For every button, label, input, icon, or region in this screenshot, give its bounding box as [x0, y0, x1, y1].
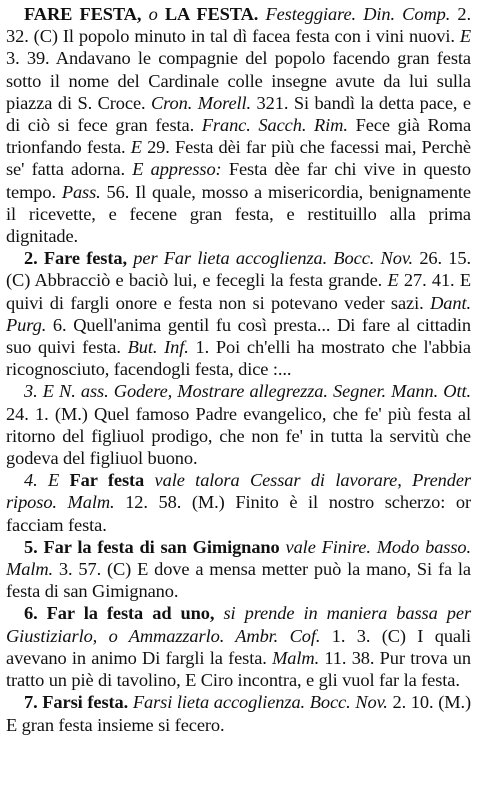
sense-phrase: Far festa [69, 470, 145, 491]
entry-s4 [6, 469, 471, 536]
quotation-text: 321. Si bandì la detta pace, e di ciò si fece gran festa. [6, 92, 471, 136]
quotation-text: 11. 38. Pur trova un tratto un piè di tavolino, E Ciro incontra, e gli vuol far la festa. [6, 647, 471, 691]
headword-connector: o [141, 4, 165, 24]
citation-source: si prende in maniera bassa per Giustiziarlo, o Ammazzarlo. Ambr. Cof. [6, 603, 471, 646]
entry-s2 [6, 247, 471, 380]
quotation-text: 2. 32. (C) Il popolo minuto in tal dì facea festa con i vini nuovi. [6, 4, 472, 47]
quotation-text: 6. Quell'anima gentil fu così presta... Di fare al cittadin suo quivi festa. [6, 314, 471, 358]
entry-s3 [6, 380, 471, 469]
gloss: Festeggiare. Din. Comp. [258, 4, 451, 24]
quotation-text: Fece già Roma trionfando festa. [6, 115, 472, 158]
sense-phrase: 7. Farsi festa. [24, 692, 129, 713]
entry-s7 [6, 691, 471, 735]
citation-source: vale Finire. Modo basso. Malm. [6, 536, 471, 580]
citation-source: E [459, 26, 471, 47]
citation-source: per Far lieta accoglienza. Bocc. Nov. [126, 248, 414, 269]
citation-source: vale talora Cessar di lavorare, Prender riposo. Malm. [6, 470, 471, 513]
citation-source: Malm. [272, 647, 320, 668]
quotation-text: 2. 10. (M.) E gran festa insieme si fecero. [6, 692, 471, 735]
citation-source: Pass. [61, 181, 101, 202]
entry-s5 [6, 536, 471, 603]
quotation-text: 56. Il quale, mosso a misericordia, benignamente il ricevette, e fecene gran festa, e restituillo alla prima dignitade. [6, 181, 471, 247]
quotation-text: 12. 58. (M.) Finito è il nostro scherzo: or facciam festa. [6, 492, 471, 535]
citation-source: E [130, 137, 142, 158]
sense-phrase: 5. Far la festa [24, 536, 134, 557]
citation-source: Cron. Morell. [151, 92, 252, 113]
quotation-text: 1. Poi ch'elli ha mostrato che l'abbia ricognosciuto, facendogli festa, dice :... [6, 337, 471, 380]
sense-phrase: di san Gimignano [133, 536, 280, 557]
quotation-text: 1. 3. (C) I quali avevano in animo Di fargli la festa. [6, 625, 472, 668]
quotation-text: Festa dèe far chi vive in questo tempo. [6, 159, 471, 202]
citation-source: 3. E N. ass. Godere, Mostrare allegrezza. Segner. Mann. Ott. [24, 381, 471, 402]
citation-source: But. Inf. [127, 337, 189, 358]
entry-s6 [6, 602, 471, 691]
quotation-text: 3. 57. (C) E dove a mensa metter può la mano, Si fa la festa di san Gimignano. [6, 559, 471, 602]
quotation-text: 26. 15. (C) Abbracciò e baciò lui, e fecegli la festa grande. [6, 248, 471, 291]
citation-source: Farsi lieta accoglienza. Bocc. Nov. [128, 692, 388, 713]
citation-source: E appresso: [132, 159, 222, 180]
entry-main [6, 3, 471, 247]
headword: FARE FESTA, [24, 4, 142, 24]
quotation-text: 3. 39. Andavano le compagnie del popolo facendo gran festa sotto il nome del Cardinale colle insegne avute da lui sulla piazza di S. Croce. [6, 48, 471, 113]
citation-source: Dant. Purg. [6, 292, 471, 335]
headword-variant: LA FESTA. [164, 4, 259, 24]
citation-source: Franc. Sacch. Rim. [201, 115, 348, 136]
quotation-text: 24. 1. (M.) Quel famoso Padre evangelico, che fe' più festa al ritorno del figliuol prodigo, che non fe' in tutta la servitù che godeva del figliuol buono. [6, 403, 471, 469]
sense-phrase: 2. Fare festa, [24, 248, 127, 269]
sense-phrase: 6. Far la festa ad uno, [24, 603, 215, 624]
citation-source: E [387, 270, 399, 291]
quotation-text: 27. 41. E quivi di fargli onore e festa non si potevano veder sazi. [6, 270, 471, 313]
citation-source: 4. E [24, 470, 70, 491]
quotation-text: 29. Festa dèi far più che facessi mai, Perchè se' fatta adorna. [6, 137, 471, 180]
